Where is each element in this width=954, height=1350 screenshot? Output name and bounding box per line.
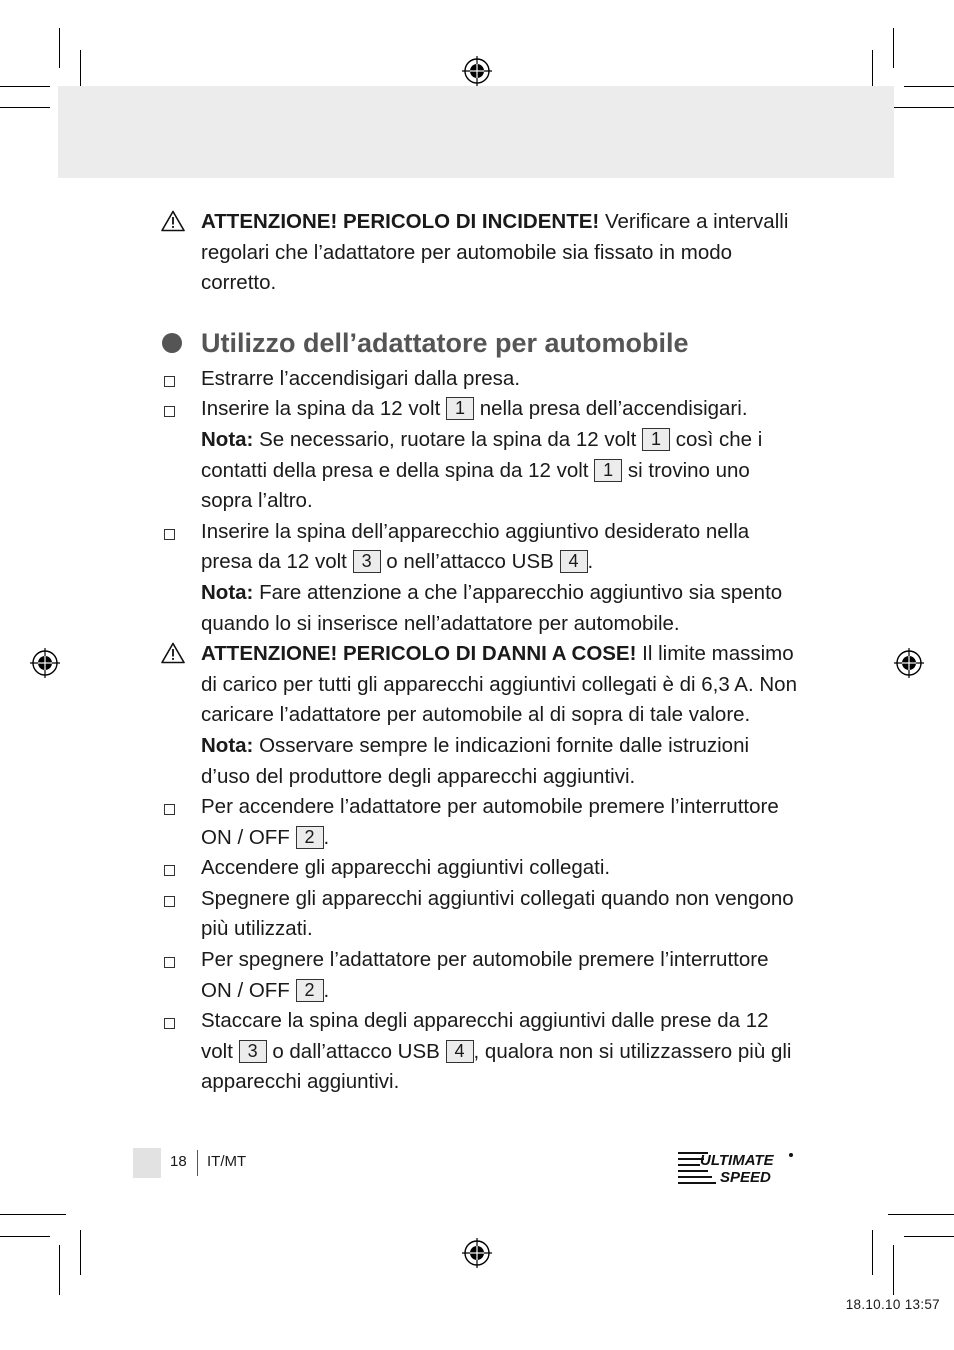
step-text: . xyxy=(323,825,330,849)
step-text: Estrarre l’accendisigari dalla presa. xyxy=(201,366,521,390)
warning-title: ATTENZIONE! PERICOLO DI DANNI A COSE! xyxy=(201,642,637,666)
footer-tab xyxy=(133,1148,161,1178)
crop-mark xyxy=(872,50,873,90)
step-text: Inserire la spina dell’apparecchio aggiuntivo desiderato nella presa da 12 volt xyxy=(201,519,750,574)
list-item xyxy=(162,1006,802,1098)
footer-divider xyxy=(197,1150,198,1176)
list-item xyxy=(162,792,802,853)
crop-mark xyxy=(888,1214,954,1215)
step-text: Spegnere gli apparecchi aggiuntivi collegati quando non vengono più utilizzati. xyxy=(201,886,794,941)
warning-title: ATTENZIONE! PERICOLO DI INCIDENTE! xyxy=(201,210,600,233)
note-text: così che i contatti della presa e della spina da 12 volt xyxy=(201,427,763,482)
list-item xyxy=(162,945,802,1006)
note-text: Fare attenzione a che l’apparecchio aggiuntivo sia spento quando lo si inserisce nell’adattatore per automobile. xyxy=(201,580,783,635)
crop-mark xyxy=(80,50,81,90)
step-text: Staccare la spina degli apparecchi aggiuntivi dalle prese da 12 volt xyxy=(201,1009,769,1063)
checkbox-square-icon xyxy=(164,804,175,815)
part-reference: 1 xyxy=(642,428,670,451)
registration-mark-icon xyxy=(462,56,492,86)
warning-text: Il limite massimo di carico per tutti gli apparecchi aggiuntivi collegati è di 6,3 A. Non caricare l’adattatore per automobile al di sopra di tale valore. xyxy=(201,642,797,727)
part-reference: 4 xyxy=(560,550,588,573)
step-text: Per accendere l’adattatore per automobile premere l’interruttore ON / OFF xyxy=(201,795,779,849)
page-number: 18 xyxy=(170,1153,187,1170)
section-heading-text: Utilizzo dell’adattatore per automobile xyxy=(201,327,689,358)
step-text: Inserire la spina da 12 volt xyxy=(201,397,441,421)
ultimate-speed-logo xyxy=(678,1147,794,1187)
note-label: Nota: xyxy=(201,733,254,757)
list-item xyxy=(162,853,802,884)
warning-text: Verificare a intervalli regolari che l’adattatore per automobile sia fissato in modo corretto. xyxy=(201,210,789,295)
note-label: Nota: xyxy=(201,580,254,604)
warning-damage xyxy=(162,639,802,792)
note-label: Nota: xyxy=(201,427,254,451)
step-text: nella presa dell’accendisigari. xyxy=(479,397,748,421)
step-text: o nell’attacco USB xyxy=(386,550,554,574)
registration-mark-icon xyxy=(462,1238,492,1268)
list-item xyxy=(162,364,802,395)
checkbox-square-icon xyxy=(164,1018,175,1029)
step-text: Accendere gli apparecchi aggiuntivi collegati. xyxy=(201,856,611,880)
crop-mark xyxy=(0,107,50,108)
step-text: . xyxy=(323,978,330,1002)
checkbox-square-icon xyxy=(164,529,175,540)
part-reference: 1 xyxy=(446,397,474,420)
crop-mark xyxy=(893,1245,894,1295)
crop-mark xyxy=(59,1245,60,1295)
crop-mark xyxy=(0,86,50,87)
checkbox-square-icon xyxy=(164,376,175,387)
list-item xyxy=(162,517,802,639)
registration-mark-icon xyxy=(894,648,924,678)
crop-mark xyxy=(904,1236,954,1237)
section-heading xyxy=(162,325,802,361)
main-content xyxy=(162,207,802,1098)
crop-mark xyxy=(893,28,894,68)
crop-mark xyxy=(904,86,954,87)
step-text: Per spegnere l’adattatore per automobile premere l’interruttore ON / OFF xyxy=(201,948,769,1002)
part-reference: 3 xyxy=(239,1040,267,1063)
crop-mark xyxy=(0,1236,50,1237)
part-reference: 1 xyxy=(594,459,622,482)
note-text: Osservare sempre le indicazioni fornite dalle istruzioni d’uso del produttore degli apparecchi aggiuntivi. xyxy=(201,733,750,788)
note-text: si trovino uno sopra l’altro. xyxy=(201,458,750,513)
print-timestamp: 18.10.10 13:57 xyxy=(845,1297,940,1312)
checkbox-square-icon xyxy=(164,957,175,968)
checkbox-square-icon xyxy=(164,406,175,417)
step-text: , qualora non si utilizzassero più gli apparecchi aggiuntivi. xyxy=(201,1039,792,1094)
crop-mark xyxy=(59,28,60,68)
logo-text-ultimate: ULTIMATE xyxy=(700,1152,774,1169)
crop-mark xyxy=(888,107,954,108)
bullet-dot-icon xyxy=(162,333,182,353)
part-reference: 3 xyxy=(353,550,381,573)
checkbox-square-icon xyxy=(164,896,175,907)
checkbox-square-icon xyxy=(164,865,175,876)
part-reference: 2 xyxy=(296,979,324,1002)
warning-triangle-icon xyxy=(161,642,185,664)
part-reference: 2 xyxy=(296,826,324,849)
header-band xyxy=(58,86,894,178)
warning-accident xyxy=(162,207,802,299)
note-text: Se necessario, ruotare la spina da 12 volt xyxy=(259,427,637,451)
step-text: . xyxy=(587,550,594,574)
list-item xyxy=(162,884,802,945)
logo-text-speed: SPEED xyxy=(720,1169,771,1186)
language-code: IT/MT xyxy=(207,1153,247,1170)
warning-triangle-icon xyxy=(161,210,185,232)
step-text: o dall’attacco USB xyxy=(272,1039,440,1063)
list-item xyxy=(162,394,802,516)
crop-mark xyxy=(80,1230,81,1275)
crop-mark xyxy=(872,1230,873,1275)
part-reference: 4 xyxy=(446,1040,474,1063)
registration-mark-icon xyxy=(30,648,60,678)
crop-mark xyxy=(0,1214,66,1215)
